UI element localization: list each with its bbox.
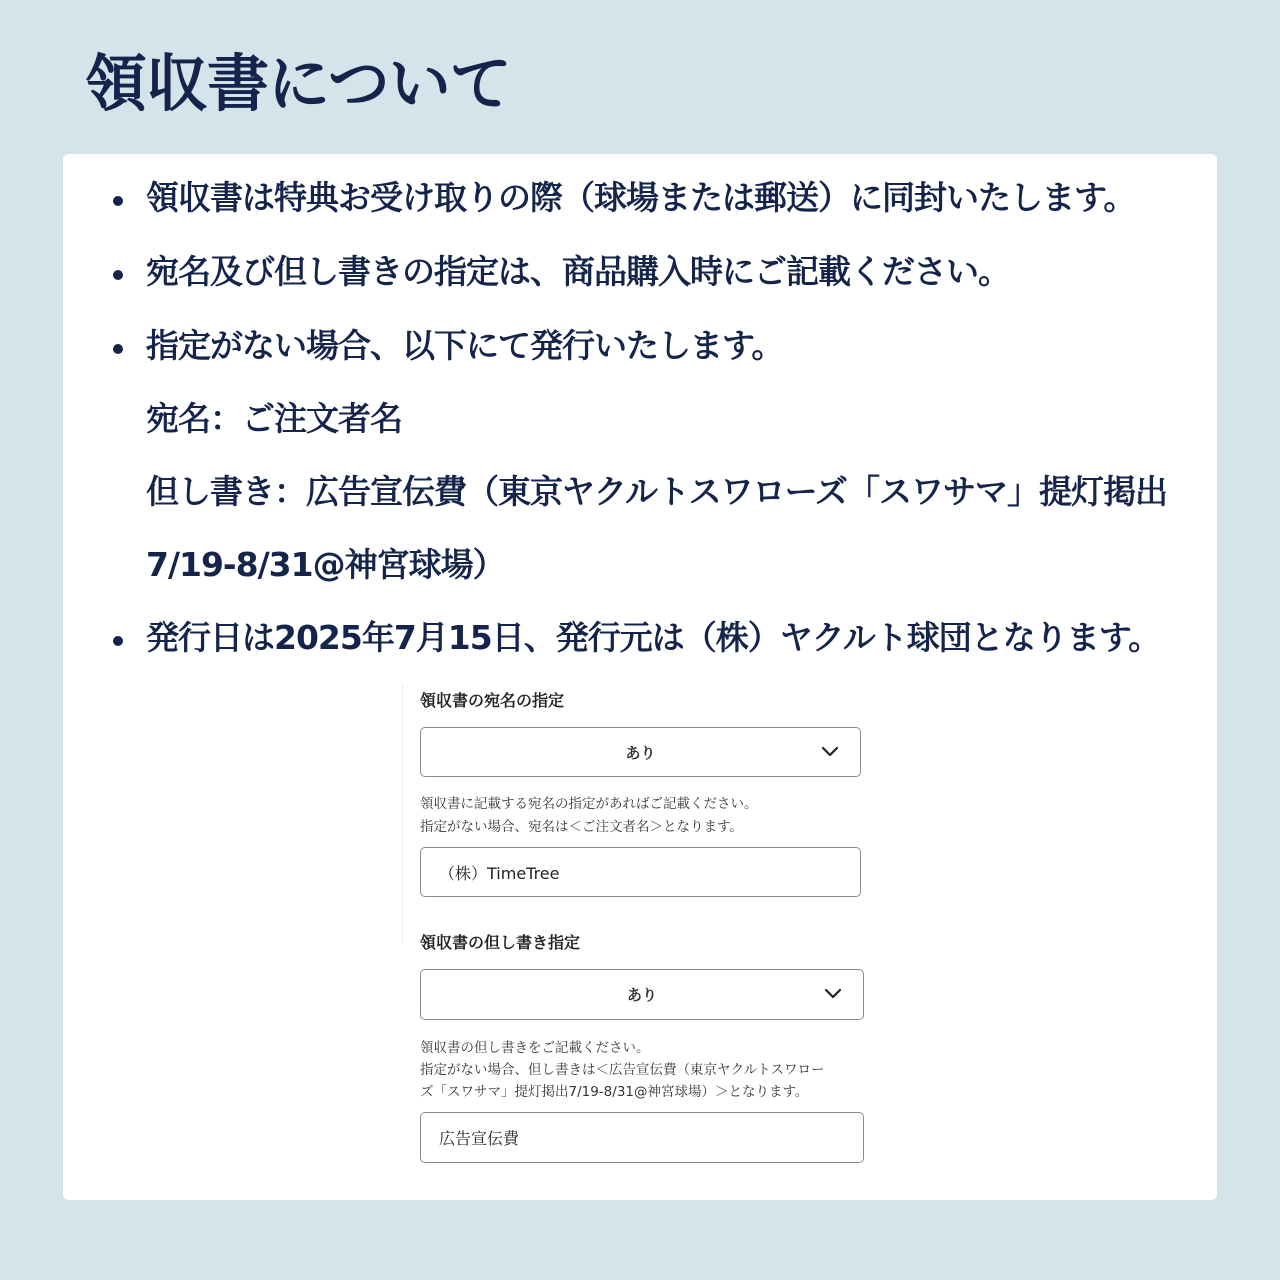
page-title: 領収書について bbox=[85, 47, 511, 120]
recipient-help-line1: 領収書に記載する宛名の指定があればご記載ください。 bbox=[420, 796, 758, 812]
memo-select-value: あり bbox=[626, 986, 657, 1004]
note-receipt-enclosed: 領収書は特典お受け取りの際（球場または郵送）に同封いたします。 bbox=[146, 178, 1136, 217]
bullet-dot bbox=[113, 344, 123, 354]
note-specify-at-purchase: 宛名及び但し書きの指定は、商品購入時にご記載ください。 bbox=[146, 252, 1010, 291]
memo-help-line1: 領収書の但し書きをご記載ください。 bbox=[420, 1040, 650, 1056]
memo-help-line2: 指定がない場合、但し書きは＜広告宣伝費（東京ヤクルトスワロー bbox=[420, 1062, 825, 1078]
note-default-issue: 指定がない場合、以下にて発行いたします。 bbox=[146, 326, 784, 365]
memo-label: 領収書の但し書き指定 bbox=[420, 933, 581, 952]
memo-help-line3: ズ「スワサマ」提灯掲出7/19-8/31@神宮球場）＞となります。 bbox=[420, 1084, 809, 1100]
memo-input[interactable]: 広告宣伝費 bbox=[420, 1112, 864, 1163]
default-memo-line1: 但し書き：広告宣伝費（東京ヤクルトスワローズ「スワサマ」提灯掲出 bbox=[146, 472, 1168, 511]
default-recipient: 宛名：ご注文者名 bbox=[146, 399, 402, 438]
info-card bbox=[63, 154, 1217, 1200]
memo-select[interactable] bbox=[420, 969, 864, 1020]
default-memo-line2: 7/19-8/31@神宮球場） bbox=[146, 545, 505, 584]
chevron-down-icon bbox=[820, 742, 840, 762]
divider bbox=[402, 684, 403, 944]
recipient-help-line2: 指定がない場合、宛名は＜ご注文者名＞となります。 bbox=[420, 819, 743, 835]
bullet-dot bbox=[113, 270, 123, 280]
recipient-select-value: あり bbox=[625, 743, 656, 762]
recipient-select[interactable] bbox=[420, 727, 861, 777]
recipient-input[interactable]: （株）TimeTree bbox=[420, 847, 861, 897]
bullet-dot bbox=[113, 196, 123, 206]
note-issue-date: 発行日は2025年7月15日、発行元は（株）ヤクルト球団となります。 bbox=[146, 618, 1161, 657]
bullet-dot bbox=[113, 636, 123, 646]
recipient-label: 領収書の宛名の指定 bbox=[420, 691, 565, 710]
chevron-down-icon bbox=[823, 984, 843, 1004]
